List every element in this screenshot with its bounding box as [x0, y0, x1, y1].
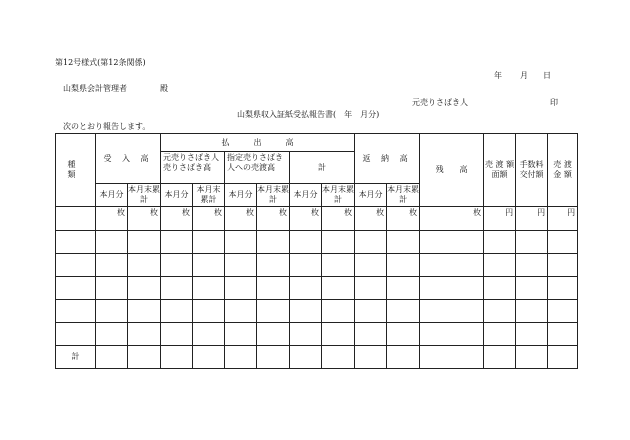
cell[interactable] — [290, 300, 322, 323]
report-title: 山梨県収入証紙受払報告書( 年 月分) — [237, 110, 380, 119]
cell[interactable] — [420, 231, 484, 254]
cell[interactable] — [387, 277, 420, 300]
unit-cell[interactable]: 枚 — [96, 207, 128, 231]
header-original-seller: 元売りさばき人売りさばき高 — [161, 152, 225, 184]
honorific: 殿 — [160, 84, 168, 93]
cell[interactable] — [161, 323, 193, 346]
addressee: 山梨県会計管理者 — [63, 84, 127, 93]
cell[interactable] — [257, 323, 290, 346]
date-year: 年 — [494, 71, 502, 80]
cell[interactable] — [484, 346, 516, 369]
header-sale-amount: 売 渡 額面額 — [484, 134, 516, 207]
header-type: 種 類 — [56, 134, 96, 207]
sub-cumulative: 本月末累計 — [257, 184, 290, 207]
unit-cell[interactable]: 枚 — [420, 207, 484, 231]
cell[interactable] — [56, 300, 96, 323]
cell[interactable] — [96, 231, 128, 254]
table-row — [56, 300, 578, 323]
unit-cell[interactable]: 枚 — [257, 207, 290, 231]
cell[interactable] — [96, 323, 128, 346]
intro-text: 次のとおり報告します。 — [63, 122, 151, 131]
table-row — [56, 207, 578, 231]
unit-cell[interactable]: 枚 — [322, 207, 355, 231]
cell[interactable] — [290, 277, 322, 300]
sub-cumulative: 本月末累計 — [387, 184, 420, 207]
cell[interactable] — [128, 277, 161, 300]
cell[interactable] — [516, 323, 548, 346]
cell[interactable] — [322, 254, 355, 277]
cell[interactable] — [225, 346, 257, 369]
cell[interactable] — [355, 346, 387, 369]
cell[interactable] — [322, 346, 355, 369]
cell[interactable] — [96, 254, 128, 277]
cell[interactable] — [548, 231, 578, 254]
sub-this-month: 本月分 — [225, 184, 257, 207]
cell[interactable] — [387, 231, 420, 254]
total-label: 計 — [56, 346, 96, 369]
cell[interactable] — [96, 277, 128, 300]
cell[interactable] — [128, 254, 161, 277]
cell[interactable] — [387, 300, 420, 323]
header-fee: 手数料 交付額 — [516, 134, 548, 207]
report-table — [55, 133, 578, 369]
cell[interactable] — [387, 346, 420, 369]
table-row — [56, 231, 578, 254]
cell[interactable] — [225, 323, 257, 346]
cell[interactable] — [161, 254, 193, 277]
unit-cell[interactable]: 枚 — [128, 207, 161, 231]
cell[interactable] — [56, 231, 96, 254]
cell[interactable] — [193, 346, 225, 369]
cell[interactable] — [516, 277, 548, 300]
sub-cumulative: 本月末累計 — [193, 184, 225, 207]
cell[interactable] — [420, 346, 484, 369]
cell[interactable] — [193, 323, 225, 346]
date-month: 月 — [520, 71, 528, 80]
cell[interactable] — [322, 277, 355, 300]
cell[interactable] — [257, 254, 290, 277]
header-received: 受 入 高 — [96, 134, 161, 184]
sub-this-month: 本月分 — [290, 184, 322, 207]
cell[interactable] — [96, 346, 128, 369]
total-row — [56, 346, 578, 369]
unit-cell[interactable]: 枚 — [290, 207, 322, 231]
cell[interactable] — [56, 277, 96, 300]
header-designated-seller: 指定売りさばき人への売渡高 — [225, 152, 290, 184]
cell[interactable] — [161, 346, 193, 369]
table-row — [56, 254, 578, 277]
cell[interactable] — [516, 346, 548, 369]
cell[interactable] — [355, 254, 387, 277]
cell[interactable] — [257, 346, 290, 369]
sub-cumulative: 本月末累計 — [322, 184, 355, 207]
seller-label: 元売りさばき人 — [412, 98, 468, 107]
cell[interactable] — [420, 277, 484, 300]
cell[interactable] — [484, 254, 516, 277]
sub-this-month: 本月分 — [355, 184, 387, 207]
date-day: 日 — [543, 71, 551, 80]
cell[interactable] — [516, 254, 548, 277]
cell[interactable] — [387, 254, 420, 277]
cell[interactable] — [56, 254, 96, 277]
cell[interactable] — [128, 346, 161, 369]
header-returned: 返 納 高 — [355, 134, 420, 184]
cell[interactable] — [484, 300, 516, 323]
unit-cell[interactable]: 枚 — [225, 207, 257, 231]
cell[interactable] — [484, 277, 516, 300]
sub-cumulative: 本月末累計 — [128, 184, 161, 207]
header-sale-price: 売 渡 金 額 — [548, 134, 578, 207]
unit-cell[interactable]: 枚 — [161, 207, 193, 231]
cell[interactable] — [484, 323, 516, 346]
cell[interactable] — [516, 231, 548, 254]
cell[interactable] — [193, 277, 225, 300]
cell[interactable] — [322, 300, 355, 323]
cell[interactable] — [387, 323, 420, 346]
cell[interactable] — [257, 300, 290, 323]
cell[interactable] — [548, 277, 578, 300]
cell[interactable] — [484, 231, 516, 254]
unit-cell[interactable]: 円 — [548, 207, 578, 231]
unit-cell[interactable]: 枚 — [193, 207, 225, 231]
cell[interactable] — [548, 346, 578, 369]
form-number: 第12号様式(第12条関係) — [55, 58, 146, 67]
cell[interactable] — [420, 254, 484, 277]
cell[interactable] — [355, 323, 387, 346]
cell[interactable] — [355, 300, 387, 323]
header-paidout: 払 出 高 — [161, 134, 355, 152]
cell[interactable] — [322, 231, 355, 254]
unit-cell[interactable]: 枚 — [387, 207, 420, 231]
cell[interactable] — [161, 277, 193, 300]
cell[interactable] — [420, 300, 484, 323]
cell[interactable] — [355, 231, 387, 254]
cell[interactable] — [225, 254, 257, 277]
cell[interactable] — [290, 254, 322, 277]
cell[interactable] — [128, 231, 161, 254]
cell[interactable] — [290, 231, 322, 254]
cell[interactable] — [225, 231, 257, 254]
cell[interactable] — [548, 254, 578, 277]
cell[interactable] — [193, 231, 225, 254]
cell[interactable] — [322, 323, 355, 346]
cell[interactable] — [193, 300, 225, 323]
sub-this-month: 本月分 — [161, 184, 193, 207]
cell[interactable] — [193, 254, 225, 277]
type-cell[interactable] — [56, 207, 96, 231]
cell[interactable] — [548, 323, 578, 346]
cell[interactable] — [128, 300, 161, 323]
sub-this-month: 本月分 — [96, 184, 128, 207]
cell[interactable] — [96, 300, 128, 323]
unit-cell[interactable]: 円 — [484, 207, 516, 231]
cell[interactable] — [56, 323, 96, 346]
header-balance: 残 高 — [420, 134, 484, 207]
cell[interactable] — [257, 277, 290, 300]
cell[interactable] — [128, 323, 161, 346]
cell[interactable] — [161, 300, 193, 323]
cell[interactable] — [420, 323, 484, 346]
header-paidout-total: 計 — [290, 152, 355, 184]
cell[interactable] — [225, 300, 257, 323]
cell[interactable] — [548, 300, 578, 323]
cell[interactable] — [257, 231, 290, 254]
unit-cell[interactable]: 円 — [516, 207, 548, 231]
cell[interactable] — [225, 277, 257, 300]
cell[interactable] — [290, 323, 322, 346]
cell[interactable] — [516, 300, 548, 323]
seal-mark: 印 — [550, 98, 558, 107]
table-row — [56, 323, 578, 346]
unit-cell[interactable]: 枚 — [355, 207, 387, 231]
table-row — [56, 277, 578, 300]
cell[interactable] — [290, 346, 322, 369]
cell[interactable] — [161, 231, 193, 254]
cell[interactable] — [355, 277, 387, 300]
